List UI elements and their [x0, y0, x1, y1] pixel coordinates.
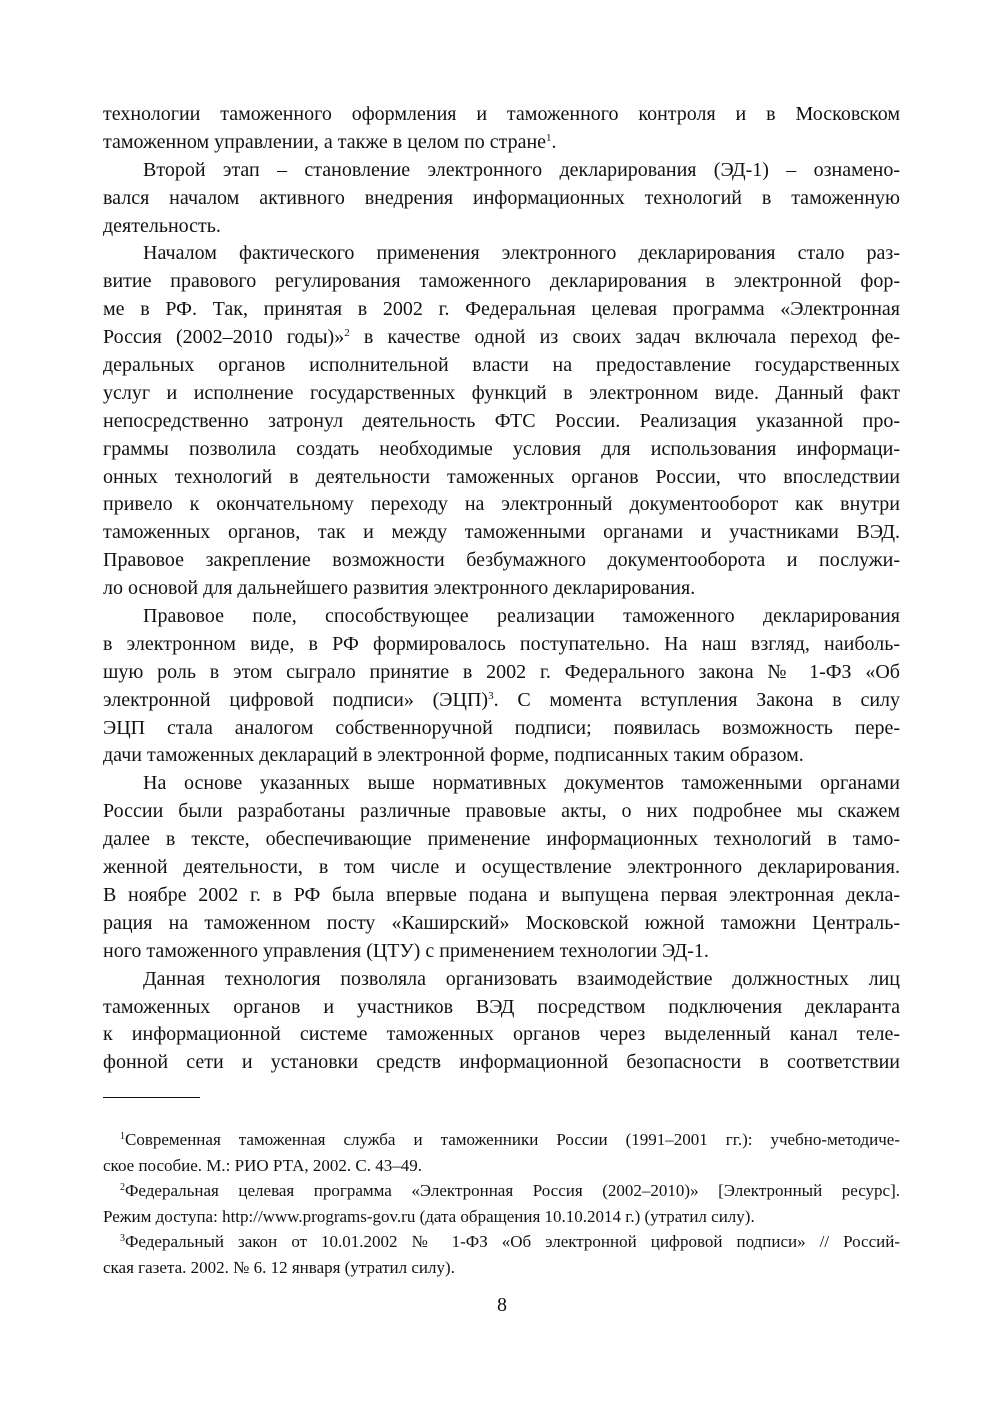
- footnote-divider: [103, 1097, 200, 1098]
- line-text: .: [551, 130, 557, 153]
- footnote-line: [103, 1127, 900, 1153]
- line-text: Началом фактического применения электронного декларирования стало раз-: [143, 242, 900, 265]
- line-text: Второй этап – становление электронного декларирования (ЭД-1) – ознамено-: [143, 158, 900, 181]
- line-text: дачи таможенных деклараций в электронной форме, подписанных таким образом.: [103, 744, 804, 767]
- text-line: [103, 519, 900, 547]
- footnote-line: [103, 1255, 900, 1281]
- text-line: [103, 296, 900, 324]
- line-text: технологии таможенного оформления и таможенного контроля и в Московском: [103, 103, 900, 125]
- text-line: [103, 687, 900, 715]
- text-line: [103, 547, 900, 575]
- text-line: [103, 464, 900, 492]
- footnote-ref: 2: [344, 327, 350, 340]
- page-number: 8: [497, 1294, 507, 1316]
- line-text: привело к окончательному переходу на электронный документооборот как внутри: [103, 493, 900, 516]
- line-text: таможенных органов, так и между таможенными органами и участниками ВЭД.: [103, 521, 900, 544]
- line-text: таможенном управлении, а также в целом по стране: [103, 130, 547, 153]
- footnote-number: 1: [120, 1131, 125, 1142]
- text-line: [103, 966, 900, 994]
- text-line: [103, 213, 900, 241]
- text-line: [103, 436, 900, 464]
- text-line: [103, 324, 900, 352]
- footnote-line: [103, 1204, 900, 1230]
- text-line: [103, 101, 900, 129]
- text-line: [103, 659, 900, 687]
- body-text: [103, 101, 900, 1077]
- text-line: [103, 157, 900, 185]
- line-text: Режим доступа: http://www.programs-gov.ru (дата обращения 10.10.2014 г.) (утратил силу).: [103, 1206, 755, 1226]
- footnote-line: [103, 1229, 900, 1255]
- line-text: таможенных органов и участников ВЭД посредством подключения декларанта: [103, 995, 900, 1018]
- line-text: граммы позволила создать необходимые условия для использования информаци-: [103, 437, 900, 460]
- line-text: непосредственно затронул деятельность ФТС России. Реализация указанной про-: [103, 409, 900, 432]
- text-line: [103, 1049, 900, 1077]
- text-line: [103, 910, 900, 938]
- line-text: деятельность.: [103, 214, 221, 237]
- text-line: [103, 798, 900, 826]
- text-line: [103, 240, 900, 268]
- text-line: [103, 994, 900, 1022]
- line-text: электронной цифровой подписи» (ЭЦП): [103, 688, 489, 711]
- text-line: [103, 603, 900, 631]
- text-line: [103, 938, 900, 966]
- line-text: шую роль в этом сыграло принятие в 2002 г. Федерального закона № 1-ФЗ «Об: [103, 660, 900, 683]
- text-line: [103, 854, 900, 882]
- line-text: далее в тексте, обеспечивающие применение информационных технологий в тамо-: [103, 828, 900, 851]
- line-text: Данная технология позволяла организовать взаимодействие должностных лиц: [143, 967, 900, 990]
- line-text: Правовое поле, способствующее реализации таможенного декларирования: [143, 605, 900, 628]
- line-text: России были разработаны различные правовые акты, о них подробнее мы скажем: [103, 800, 900, 823]
- line-text: онных технологий в деятельности таможенных органов России, что впоследствии: [103, 465, 900, 488]
- line-text: к информационной системе таможенных органов через выделенный канал теле-: [103, 1023, 900, 1046]
- text-line: [103, 742, 900, 770]
- line-text: женной деятельности, в том числе и осуществление электронного декларирования.: [103, 856, 900, 879]
- footnote-number: 2: [120, 1182, 125, 1194]
- line-text: ме в РФ. Так, принятая в 2002 г. Федеральная целевая программа «Электронная: [103, 298, 900, 321]
- line-text: ское пособие. М.: РИО РТА, 2002. С. 43–49.: [103, 1155, 422, 1175]
- line-text: рация на таможенном посту «Каширский» Московской южной таможни Централь-: [103, 911, 900, 934]
- footnote-text: Федеральная целевая программа «Электронная Россия (2002–2010)» [Электронный ресурс].: [125, 1181, 900, 1201]
- line-text: витие правового регулирования таможенного декларирования в электронной фор-: [103, 270, 900, 293]
- line-text: в качестве одной из своих задач включала переход фе-: [349, 326, 900, 349]
- line-text: в электронном виде, в РФ формировалось поступательно. На наш взгляд, наиболь-: [103, 632, 900, 655]
- line-text: ло основой для дальнейшего развития электронного декларирования.: [103, 577, 696, 600]
- footnotes: [103, 1127, 900, 1281]
- text-line: [103, 268, 900, 296]
- footnote-text: Современная таможенная служба и таможенники России (1991–2001 гг.): учебно-методиче-: [125, 1130, 900, 1149]
- footnote-ref: 3: [488, 689, 494, 702]
- line-text: Правовое закрепление возможности безбумажного документооборота и послужи-: [103, 549, 900, 572]
- text-line: [103, 882, 900, 910]
- line-text: На основе указанных выше нормативных документов таможенными органами: [143, 772, 900, 795]
- line-text: фонной сети и установки средств информационной безопасности в соответствии: [103, 1051, 900, 1074]
- line-text: деральных органов исполнительной власти на предоставление государственных: [103, 354, 900, 377]
- text-line: [103, 491, 900, 519]
- line-text: ЭЦП стала аналогом собственноручной подписи; появилась возможность пере-: [103, 716, 900, 739]
- line-text: услуг и исполнение государственных функций в электронном виде. Данный факт: [103, 381, 900, 404]
- text-line: [103, 380, 900, 408]
- text-line: [103, 408, 900, 436]
- text-line: [103, 129, 900, 157]
- text-line: [103, 185, 900, 213]
- text-line: [103, 575, 900, 603]
- text-line: [103, 826, 900, 854]
- line-text: ного таможенного управления (ЦТУ) с применением технологии ЭД-1.: [103, 939, 709, 962]
- footnote-ref: 1: [546, 131, 552, 144]
- footnote-line: [103, 1178, 900, 1204]
- line-text: ская газета. 2002. № 6. 12 января (утратил силу).: [103, 1257, 455, 1277]
- line-text: В ноябре 2002 г. в РФ была впервые подана и выпущена первая электронная декла-: [103, 883, 900, 906]
- text-line: [103, 770, 900, 798]
- footnote-number: 3: [120, 1233, 125, 1245]
- text-line: [103, 1021, 900, 1049]
- footnote-text: Федеральный закон от 10.01.2002 № 1-ФЗ «Об электронной цифровой подписи» // Россий-: [125, 1232, 900, 1252]
- text-line: [103, 715, 900, 743]
- line-text: Россия (2002–2010 годы)»: [103, 326, 345, 349]
- line-text: . С момента вступления Закона в силу: [493, 688, 901, 711]
- text-line: [103, 631, 900, 659]
- text-line: [103, 352, 900, 380]
- footnote-line: [103, 1153, 900, 1179]
- line-text: вался началом активного внедрения информационных технологий в таможенную: [103, 186, 900, 209]
